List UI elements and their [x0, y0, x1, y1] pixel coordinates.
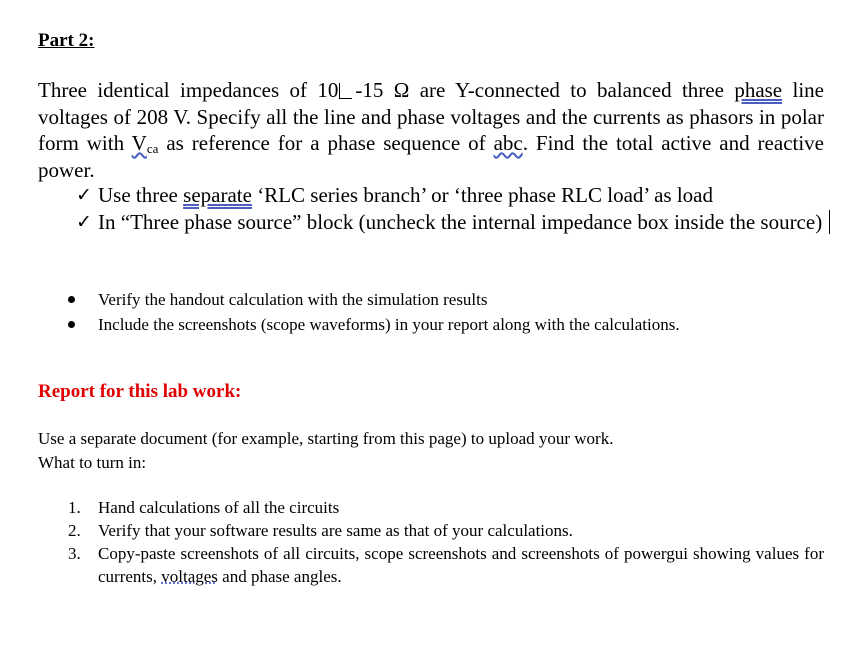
bullet-list — [64, 287, 824, 337]
problem-text-4: as reference for a phase sequence of — [158, 131, 494, 155]
separate-word: separate — [183, 183, 252, 207]
problem-text-2: -15 Ω are Y-connected to balanced three — [355, 78, 735, 102]
abc-word: abc — [493, 131, 523, 155]
problem-text-1: Three identical impedances of 10 — [38, 78, 339, 102]
angle-icon — [339, 83, 352, 99]
instructions — [38, 427, 828, 475]
checklist — [76, 182, 836, 235]
instructions-line-2: What to turn in: — [38, 453, 147, 472]
checkmark-icon: ✓ — [76, 184, 92, 206]
numbered-item: 2. Verify that your software results are same as that of your calculations. — [68, 521, 573, 540]
part-heading: Part 2: — [38, 30, 95, 51]
checklist-item: ✓ In “Three phase source” block (uncheck the internal impedance box inside the source) — [76, 209, 823, 234]
numbered-list — [68, 496, 824, 588]
report-heading: Report for this lab work: — [38, 381, 242, 402]
phase-word: phase — [734, 78, 783, 102]
bullet-dot-icon — [68, 296, 75, 303]
checklist-item: ✓ Use three separate ‘RLC series branch’ or ‘three phase RLC load’ as load — [76, 183, 714, 207]
problem-paragraph — [38, 77, 824, 183]
bullet-dot-icon — [68, 321, 75, 328]
problem-text-5: . Find the total active and reactive power. — [38, 131, 825, 182]
instructions-line-1: Use a separate document (for example, starting from this page) to upload your work. — [38, 429, 614, 448]
v-ca-symbol: $V_{ca}$ — [131, 131, 159, 156]
problem-text-3: line voltages of 208 V. Specify all the line and phase voltages and the currents as phasors in polar form with — [38, 78, 825, 155]
checkmark-icon: ✓ — [76, 210, 92, 233]
bullet-item: Include the screenshots (scope waveforms) in your report along with the calculations. — [64, 312, 824, 337]
numbered-item: 3. Copy-paste screenshots of all circuits, scope screenshots and screenshots of powergui showing values for currents, voltages and phase angles. — [68, 544, 824, 586]
voltages-word: voltages — [161, 567, 218, 586]
numbered-item: 1. Hand calculations of all the circuits — [68, 498, 340, 517]
text-cursor — [829, 210, 830, 234]
bullet-item: Verify the handout calculation with the simulation results — [64, 287, 824, 312]
